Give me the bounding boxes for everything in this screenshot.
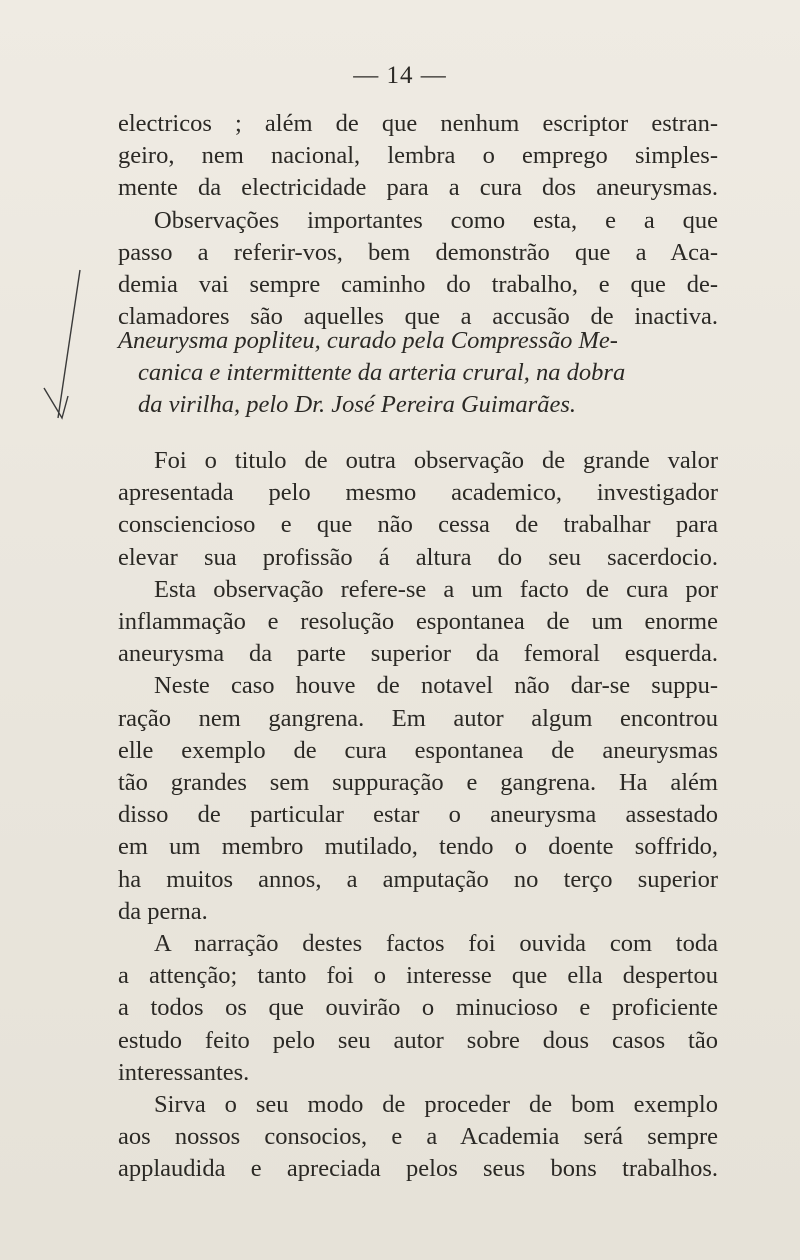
text-line: da perna. [118,897,208,925]
text-line: a todos os que ouvirão o minucioso e proficiente [118,994,718,1022]
text-line: em um membro mutilado, tendo o doente soffrido, [118,833,718,861]
text-line: interessantes. [118,1058,250,1086]
text-line: disso de particular estar o aneurysma assestado [118,801,718,829]
text-line: clamadores são aquelles que a accusão de inactiva. [118,303,718,331]
text-line: Observações importantes como esta, e a que [154,206,718,234]
section-heading [118,325,718,422]
text-line: ração nem gangrena. Em autor algum encontrou [118,704,718,732]
margin-pencil-mark [40,268,110,428]
text-line: inflammação e resolução espontanea de um enorme [118,608,718,636]
text-line: elle exemplo de cura espontanea de aneurysmas [118,736,718,764]
text-line: mente da electricidade para a cura dos aneurysmas. [118,174,718,202]
text-line: elevar sua profissão á altura do seu sacerdocio. [118,543,718,571]
text-line: Foi o titulo de outra observação de grande valor [154,447,718,474]
text-line: aneurysma da parte superior da femoral esquerda. [118,640,718,668]
paragraph-1 [118,108,718,333]
text-line: applaudida e apreciada pelos seus bons trabalhos. [118,1155,718,1183]
text-line: geiro, nem nacional, lembra o emprego simples- [118,142,718,170]
text-line: demia vai sempre caminho do trabalho, e que de- [118,271,718,299]
heading-line: canica e intermittente da arteria crural, na dobra [138,359,626,387]
text-line: ha muitos annos, a amputação no terço superior [118,865,718,893]
text-line: Esta observação refere-se a um facto de cura por [154,575,718,603]
heading-line: Aneurysma popliteu, curado pela Compressão Me- [118,327,618,354]
text-line: estudo feito pelo seu autor sobre dous casos tão [118,1026,718,1054]
text-line: a attenção; tanto foi o interesse que ella despertou [118,962,718,990]
text-line: aos nossos consocios, e a Academia será sempre [118,1123,718,1151]
text-line: apresentada pelo mesmo academico, investigador [118,479,718,507]
text-line: A narração destes factos foi ouvida com toda [154,930,718,958]
text-line: Sirva o seu modo de proceder de bom exemplo [154,1091,718,1119]
text-line: tão grandes sem suppuração e gangrena. Ha além [118,769,718,797]
text-line: electricos ; além de que nenhum escriptor estran- [118,110,718,137]
text-line: passo a referir-vos, bem demonstrão que a Aca- [118,238,718,266]
paragraph-2 [118,445,718,1186]
text-line: consciencioso e que não cessa de trabalhar para [118,511,718,539]
page-number: — 14 — [353,62,447,89]
text-line: Neste caso houve de notavel não dar-se suppu- [154,672,718,700]
heading-line: da virilha, pelo Dr. José Pereira Guimarães. [138,391,576,419]
